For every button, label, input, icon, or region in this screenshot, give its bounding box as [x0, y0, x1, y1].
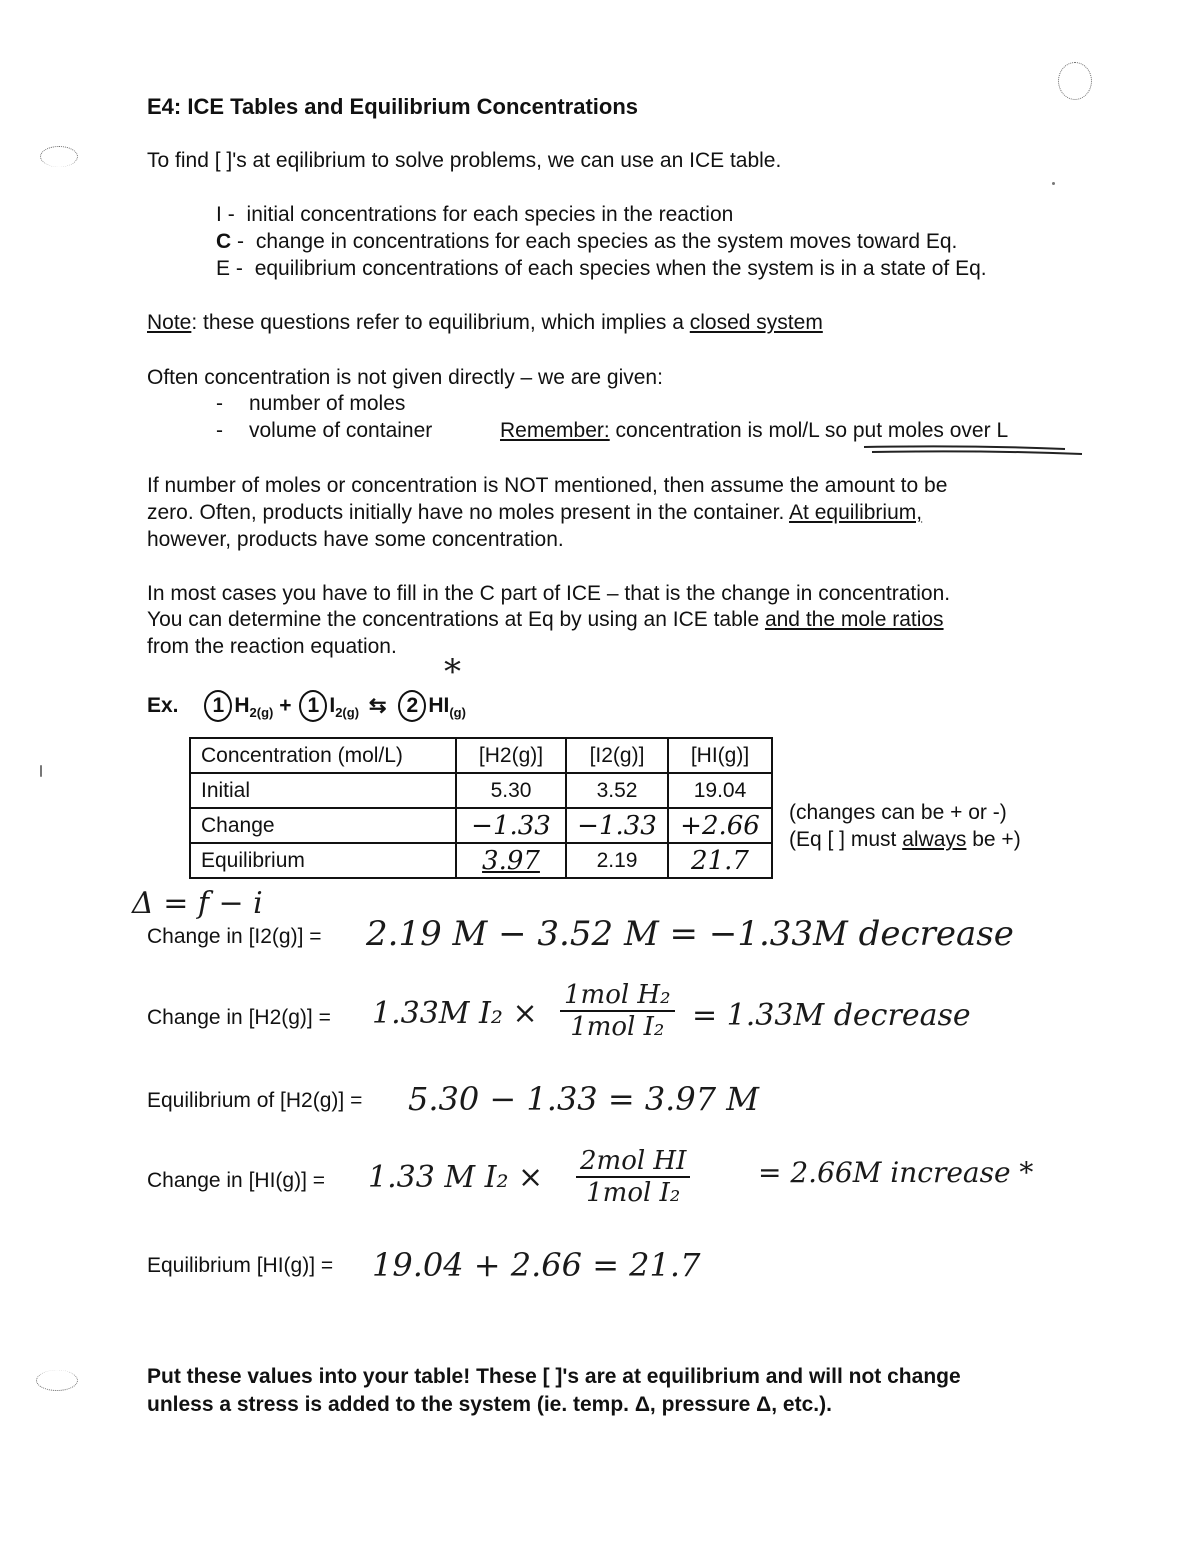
- most-line-2-text: You can determine the concentrations at Eq by using an ICE table: [147, 608, 765, 631]
- ice-table: [189, 737, 773, 879]
- footer-line-1: Put these values into your table! These [ ]'s are at equilibrium and will not change: [147, 1365, 961, 1388]
- page-title: E4: ICE Tables and Equilibrium Concentrations: [147, 94, 638, 119]
- if-line-2-underlined: At equilibrium,: [789, 501, 923, 524]
- side-note-text: be +): [966, 828, 1021, 851]
- ice-sep: -: [237, 230, 245, 253]
- row-label: Change: [190, 808, 456, 843]
- coefficient-circle: 2: [398, 690, 426, 722]
- ice-letter: I: [216, 203, 222, 226]
- if-line-1: If number of moles or concentration is NOT mentioned, then assume the amount to be: [147, 474, 948, 497]
- calc-label: Change in [HI(g)] =: [147, 1169, 326, 1192]
- ice-sep: -: [235, 257, 243, 280]
- table-header: Concentration (mol/L): [190, 738, 456, 773]
- table-cell: −1.33: [566, 808, 668, 843]
- bullet-text: volume of container: [249, 419, 433, 442]
- remember-label: Remember:: [500, 419, 610, 442]
- species-i2: I: [329, 694, 336, 717]
- note-label: Note: [147, 311, 192, 334]
- calc-work: 1.33M I₂ ×: [372, 996, 538, 1031]
- calc-work: 5.30 − 1.33 = 3.97 M: [408, 1080, 759, 1118]
- delta-note: Δ = f − i: [132, 886, 263, 921]
- most-line-1: In most cases you have to fill in the C part of ICE – that is the change in concentration.: [147, 582, 951, 605]
- calc-label: Change in [I2(g)] =: [147, 925, 322, 948]
- if-line-2: [147, 501, 922, 525]
- table-header: [HI(g)]: [668, 738, 772, 773]
- note-line: [147, 311, 823, 335]
- scan-mark: [1058, 62, 1092, 100]
- note-underlined: closed system: [689, 311, 823, 334]
- fraction: [576, 1146, 690, 1208]
- table-cell: 3.52: [566, 773, 668, 808]
- ice-letter: E: [216, 257, 231, 280]
- most-line-2: [147, 608, 944, 632]
- if-line-2-text: zero. Often, products initially have no moles present in the container.: [147, 501, 790, 524]
- table-header-row: [190, 738, 772, 773]
- ice-item-change: [216, 230, 957, 254]
- side-note-underlined: always: [902, 828, 967, 851]
- often-line: Often concentration is not given directly – we are given:: [147, 366, 663, 389]
- table-row: [190, 773, 772, 808]
- side-note-1: (changes can be + or -): [789, 801, 1007, 824]
- calc-label: Equilibrium [HI(g)] =: [147, 1254, 334, 1277]
- table-cell: 3.97: [456, 843, 566, 878]
- table-cell: 19.04: [668, 773, 772, 808]
- row-label: Equilibrium: [190, 843, 456, 878]
- ice-text: change in concentrations for each species as the system moves toward Eq.: [255, 230, 958, 253]
- side-note-text: (Eq [ ] must: [789, 828, 903, 851]
- footer-line-2: unless a stress is added to the system (ie. temp. Δ, pressure Δ, etc.).: [147, 1393, 832, 1416]
- example-label: Ex.: [147, 694, 179, 717]
- hand-underline: [860, 443, 1090, 457]
- fraction: [560, 980, 675, 1042]
- fraction-denominator: 1mol I₂: [570, 1012, 665, 1042]
- species-i2-sub: 2(g): [335, 705, 360, 721]
- ice-text: initial concentrations for each species in the reaction: [246, 203, 734, 226]
- table-cell: 5.30: [456, 773, 566, 808]
- remember-text: concentration is mol/L so put moles over L: [609, 419, 1009, 442]
- calc-result: = 2.66M increase *: [758, 1156, 1034, 1189]
- most-line-2-underlined: and the mole ratios: [764, 608, 944, 631]
- fraction-numerator: 2mol HI: [576, 1146, 690, 1178]
- side-note-2: [789, 828, 1021, 852]
- fraction-numerator: 1mol H₂: [560, 980, 675, 1012]
- intro-text: To find [ ]'s at eqilibrium to solve problems, we can use an ICE table.: [147, 149, 782, 172]
- species-h2: H: [234, 694, 250, 717]
- species-hi-sub: (g): [449, 705, 466, 721]
- remember-note: [500, 419, 1008, 443]
- row-label: Initial: [190, 773, 456, 808]
- table-header: [I2(g)]: [566, 738, 668, 773]
- note-text: : these questions refer to equilibrium, which implies a: [191, 311, 690, 334]
- calc-work: 19.04 + 2.66 = 21.7: [372, 1246, 701, 1284]
- calc-work: 2.19 M − 3.52 M = −1.33M decrease: [366, 914, 1014, 954]
- calc-result: = 1.33M decrease: [692, 998, 971, 1033]
- scan-speck: [1052, 182, 1055, 185]
- example-equation: [147, 690, 466, 722]
- bullet-text: number of moles: [249, 392, 406, 415]
- calc-work: 1.33 M I₂ ×: [368, 1160, 544, 1195]
- equilibrium-arrow: ⇆: [368, 694, 387, 717]
- calc-label: Equilibrium of [H2(g)] =: [147, 1089, 363, 1112]
- table-row: [190, 843, 772, 878]
- scan-mark: [40, 146, 78, 167]
- ice-item-equilibrium: [216, 257, 987, 281]
- fraction-denominator: 1mol I₂: [586, 1178, 681, 1208]
- table-cell: 21.7: [668, 843, 772, 878]
- coefficient-circle: 1: [299, 690, 327, 722]
- ice-item-initial: [216, 203, 733, 227]
- table-cell: 2.19: [566, 843, 668, 878]
- star-mark: *: [444, 652, 461, 692]
- if-line-3: however, products have some concentration.: [147, 528, 564, 551]
- ice-text: equilibrium concentrations of each species when the system is in a state of Eq.: [254, 257, 987, 280]
- table-row: [190, 808, 772, 843]
- bullet-volume: - volume of container: [216, 419, 433, 442]
- species-hi: HI: [428, 694, 450, 717]
- table-cell: +2.66: [668, 808, 772, 843]
- most-line-3: from the reaction equation.: [147, 635, 397, 658]
- bullet-moles: - number of moles: [216, 392, 406, 415]
- table-cell: −1.33: [456, 808, 566, 843]
- plus-sign: +: [279, 694, 292, 717]
- ice-letter: C: [216, 230, 232, 253]
- species-h2-sub: 2(g): [249, 705, 274, 721]
- calc-label: Change in [H2(g)] =: [147, 1006, 331, 1029]
- ice-sep: -: [227, 203, 235, 226]
- scan-mark: [36, 1370, 78, 1391]
- table-header: [H2(g)]: [456, 738, 566, 773]
- scan-speck: [40, 765, 42, 777]
- coefficient-circle: 1: [204, 690, 232, 722]
